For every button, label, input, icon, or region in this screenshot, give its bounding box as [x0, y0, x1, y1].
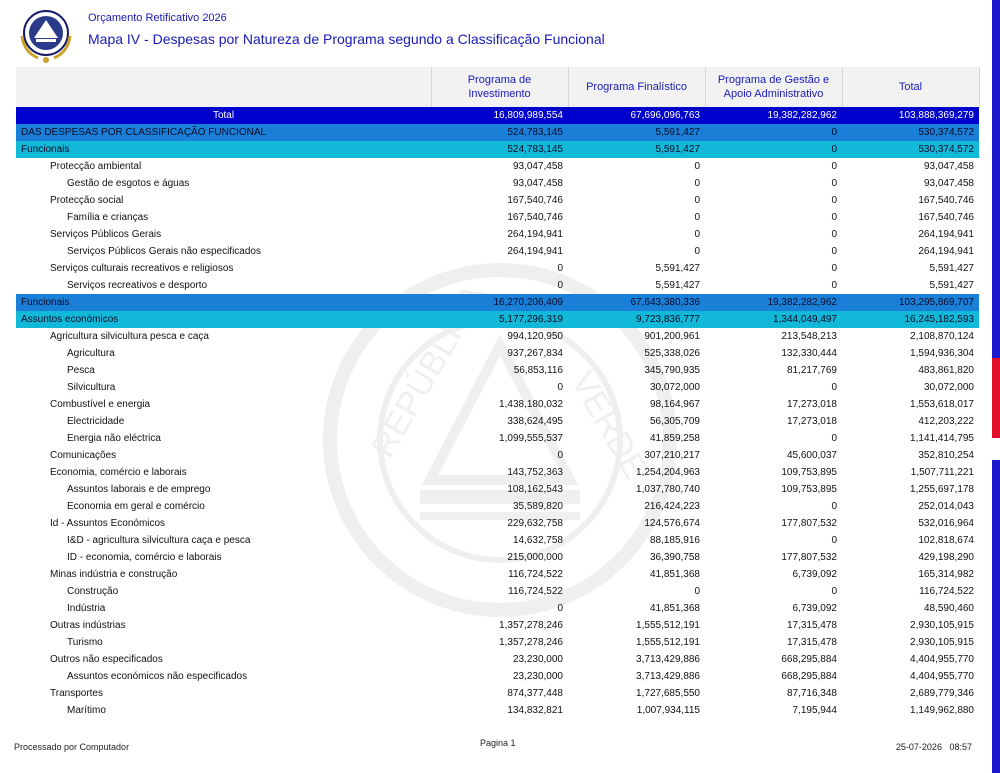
- row-value-col3: 213,548,213: [781, 331, 837, 342]
- row-value-col3: 6,739,092: [792, 603, 837, 614]
- row-value-col3: 17,315,478: [786, 637, 837, 648]
- table-row: [16, 549, 979, 566]
- row-value-col3: 87,716,348: [786, 688, 837, 699]
- row-value-col1: 994,120,950: [507, 331, 563, 342]
- row-value-col1: 229,632,758: [507, 518, 563, 529]
- row-value-col2: 1,037,780,740: [636, 484, 700, 495]
- row-value-col4: 30,072,000: [923, 382, 974, 393]
- row-value-col1: 0: [557, 263, 563, 274]
- row-value-col1: 167,540,746: [507, 212, 563, 223]
- row-value-col1: 14,632,758: [512, 535, 563, 546]
- row-value-col3: 1,344,049,497: [705, 311, 842, 328]
- row-value-col2: 0: [694, 161, 700, 172]
- row-label: Protecção ambiental: [50, 161, 142, 172]
- row-label: Assuntos económicos não especificados: [67, 671, 248, 682]
- row-value-col3: 0: [705, 124, 842, 141]
- row-value-col3: 17,273,018: [786, 416, 837, 427]
- row-value-col2: 0: [694, 229, 700, 240]
- row-value-col4: 167,540,746: [918, 195, 974, 206]
- row-label: Marítimo: [67, 705, 106, 716]
- row-value-col4: 93,047,458: [923, 161, 974, 172]
- row-value-col3: 6,739,092: [792, 569, 837, 580]
- row-label: Serviços recreativos e desporto: [67, 280, 208, 291]
- row-value-col4: 102,818,674: [918, 535, 974, 546]
- row-value-col1: 93,047,458: [512, 161, 563, 172]
- table-header-row: [16, 67, 979, 107]
- report-title: Mapa IV - Despesas por Natureza de Programa segundo a Classificação Funcional: [88, 31, 605, 47]
- row-value-col1: 35,589,820: [512, 501, 563, 512]
- row-value-col4: 2,930,105,915: [910, 637, 974, 648]
- footer-time: 08:57: [949, 742, 972, 752]
- row-value-col3: 0: [831, 246, 837, 257]
- table-row: [16, 685, 979, 702]
- row-value-col2: 5,591,427: [655, 280, 700, 291]
- row-label: DAS DESPESAS POR CLASSIFICAÇÃO FUNCIONAL: [16, 124, 431, 141]
- table-row: [16, 328, 979, 345]
- footer-timestamp: [896, 742, 972, 752]
- row-value-col2: 1,727,685,550: [636, 688, 700, 699]
- row-value-col1: 56,853,116: [513, 365, 563, 376]
- row-value-col4: 483,861,820: [918, 365, 974, 376]
- row-value-col3: 0: [831, 280, 837, 291]
- header-label-column: [16, 67, 431, 107]
- row-value-col4: 532,016,964: [918, 518, 974, 529]
- row-label: Serviços culturais recreativos e religiosos: [50, 263, 234, 274]
- row-value-col1: 0: [557, 280, 563, 291]
- row-value-col3: 0: [831, 161, 837, 172]
- table-row: [16, 124, 979, 141]
- row-value-col3: 0: [831, 229, 837, 240]
- row-label: Total: [16, 107, 431, 124]
- row-value-col4: 103,888,369,279: [842, 107, 979, 124]
- row-value-col4: 93,047,458: [923, 178, 974, 189]
- row-value-col3: 0: [831, 263, 837, 274]
- row-value-col4: 2,930,105,915: [910, 620, 974, 631]
- row-value-col4: 412,203,222: [918, 416, 974, 427]
- row-value-col4: 167,540,746: [918, 212, 974, 223]
- row-value-col1: 264,194,941: [507, 246, 563, 257]
- row-value-col1: 524,783,145: [431, 124, 568, 141]
- row-value-col2: 9,723,836,777: [568, 311, 705, 328]
- table-row: [16, 396, 979, 413]
- table-row: [16, 498, 979, 515]
- column-header-gestao: Programa de Gestão e Apoio Administrativo: [705, 67, 842, 107]
- row-value-col1: 167,540,746: [507, 195, 563, 206]
- row-label: Protecção social: [50, 195, 124, 206]
- row-value-col3: 81,217,769: [786, 365, 837, 376]
- row-value-col1: 16,809,989,554: [431, 107, 568, 124]
- row-value-col1: 1,357,278,246: [499, 620, 563, 631]
- row-value-col1: 0: [557, 382, 563, 393]
- row-label: Comunicações: [50, 450, 117, 461]
- row-label: Silvicultura: [67, 382, 116, 393]
- row-value-col2: 5,591,427: [568, 124, 705, 141]
- row-value-col4: 530,374,572: [842, 141, 979, 158]
- table-row: [16, 566, 979, 583]
- row-value-col2: 67,643,380,336: [568, 294, 705, 311]
- table-row: [16, 668, 979, 685]
- row-value-col2: 98,164,967: [649, 399, 700, 410]
- row-value-col2: 525,338,026: [644, 348, 700, 359]
- row-value-col4: 165,314,982: [918, 569, 974, 580]
- row-value-col4: 429,198,290: [918, 552, 974, 563]
- row-value-col3: 0: [705, 141, 842, 158]
- table-row: [16, 515, 979, 532]
- row-value-col4: 4,404,955,770: [910, 654, 974, 665]
- row-label: Turismo: [67, 637, 103, 648]
- row-label: Serviços Públicos Gerais não especificados: [67, 246, 261, 257]
- row-value-col4: 1,553,618,017: [910, 399, 974, 410]
- row-value-col1: 16,270,206,409: [431, 294, 568, 311]
- row-value-col4: 1,149,962,880: [910, 705, 974, 716]
- row-label: Energia não eléctrica: [67, 433, 161, 444]
- row-value-col4: 1,141,414,795: [910, 433, 974, 444]
- row-value-col4: 1,255,697,178: [910, 484, 974, 495]
- row-value-col3: 0: [831, 382, 837, 393]
- row-value-col1: 143,752,363: [507, 467, 563, 478]
- row-value-col2: 1,555,512,191: [636, 620, 700, 631]
- row-value-col3: 0: [831, 535, 837, 546]
- row-label: I&D - agricultura silvicultura caça e pesca: [67, 535, 251, 546]
- table-row: [16, 209, 979, 226]
- row-value-col1: 338,624,495: [507, 416, 563, 427]
- row-value-col3: 0: [831, 212, 837, 223]
- row-value-col3: 45,600,037: [786, 450, 837, 461]
- row-value-col1: 0: [557, 603, 563, 614]
- row-label: Indústria: [67, 603, 106, 614]
- row-label: Funcionais: [16, 294, 431, 311]
- row-value-col3: 17,273,018: [786, 399, 837, 410]
- table-row: [16, 345, 979, 362]
- row-value-col2: 0: [694, 212, 700, 223]
- row-value-col3: 0: [831, 195, 837, 206]
- row-value-col4: 530,374,572: [842, 124, 979, 141]
- row-value-col1: 0: [557, 450, 563, 461]
- row-value-col4: 5,591,427: [929, 263, 974, 274]
- row-value-col2: 5,591,427: [568, 141, 705, 158]
- row-label: Minas indústria e construção: [50, 569, 178, 580]
- row-value-col1: 93,047,458: [512, 178, 563, 189]
- row-label: Economia em geral e comércio: [67, 501, 205, 512]
- footer-page-number: Pagina 1: [480, 738, 516, 748]
- row-value-col4: 1,507,711,221: [910, 467, 974, 478]
- row-value-col3: 109,753,895: [781, 484, 837, 495]
- row-label: Agricultura: [67, 348, 115, 359]
- table-row: [16, 651, 979, 668]
- emblem-logo: [14, 6, 78, 66]
- table-row: [16, 430, 979, 447]
- row-value-col4: 103,295,869,707: [842, 294, 979, 311]
- row-label: Agricultura silvicultura pesca e caça: [50, 331, 209, 342]
- table-row: [16, 107, 979, 124]
- table-row: [16, 617, 979, 634]
- row-value-col2: 0: [694, 195, 700, 206]
- table-row: [16, 158, 979, 175]
- row-value-col3: 0: [831, 586, 837, 597]
- row-value-col2: 88,185,916: [649, 535, 700, 546]
- row-label: Id - Assuntos Económicos: [50, 518, 166, 529]
- row-value-col4: 1,594,936,304: [910, 348, 974, 359]
- row-value-col2: 30,072,000: [649, 382, 700, 393]
- row-value-col4: 48,590,460: [923, 603, 974, 614]
- row-value-col1: 116,724,522: [508, 586, 563, 597]
- row-value-col4: 252,014,043: [918, 501, 974, 512]
- row-value-col4: 2,689,779,346: [910, 688, 974, 699]
- table-row: [16, 464, 979, 481]
- row-value-col3: 19,382,282,962: [705, 294, 842, 311]
- row-value-col3: 7,195,944: [792, 705, 837, 716]
- edge-marker-red: [992, 358, 1000, 438]
- row-value-col2: 345,790,935: [644, 365, 700, 376]
- edge-marker-blue-bottom: [992, 460, 1000, 773]
- row-value-col1: 1,099,555,537: [499, 433, 563, 444]
- row-label: Assuntos económicos: [16, 311, 431, 328]
- row-value-col1: 1,357,278,246: [499, 637, 563, 648]
- footer-processed-label: Processado por Computador: [14, 742, 130, 752]
- row-label: Funcionais: [16, 141, 431, 158]
- row-value-col3: 0: [831, 501, 837, 512]
- row-value-col1: 23,230,000: [512, 671, 563, 682]
- row-value-col1: 5,177,296,319: [431, 311, 568, 328]
- table-row: [16, 583, 979, 600]
- column-header-finalistico: Programa Finalístico: [568, 67, 705, 107]
- row-value-col2: 56,305,709: [649, 416, 700, 427]
- row-label: ID - economia, comércio e laborais: [67, 552, 222, 563]
- row-value-col3: 668,295,884: [781, 654, 837, 665]
- table-row: [16, 294, 979, 311]
- row-value-col2: 41,851,368: [649, 603, 700, 614]
- expenditure-table: [16, 67, 980, 719]
- table-row: [16, 362, 979, 379]
- row-value-col2: 1,555,512,191: [636, 637, 700, 648]
- table-row: [16, 379, 979, 396]
- row-value-col1: 874,377,448: [507, 688, 563, 699]
- row-label: Serviços Públicos Gerais: [50, 229, 162, 240]
- row-value-col2: 901,200,961: [644, 331, 700, 342]
- table-row: [16, 175, 979, 192]
- table-row: [16, 600, 979, 617]
- row-label: Economia, comércio e laborais: [50, 467, 187, 478]
- row-value-col1: 116,724,522: [508, 569, 563, 580]
- row-value-col4: 264,194,941: [918, 246, 974, 257]
- row-value-col3: 17,315,478: [786, 620, 837, 631]
- row-value-col1: 524,783,145: [431, 141, 568, 158]
- row-value-col3: 109,753,895: [781, 467, 837, 478]
- edge-marker-blue-top: [992, 0, 1000, 358]
- row-value-col4: 2,108,870,124: [910, 331, 974, 342]
- table-row: [16, 481, 979, 498]
- table-row: [16, 192, 979, 209]
- row-value-col2: 36,390,758: [649, 552, 700, 563]
- row-value-col1: 1,438,180,032: [499, 399, 563, 410]
- row-value-col2: 0: [694, 586, 700, 597]
- row-value-col1: 937,267,834: [507, 348, 563, 359]
- watermark-text-left: REPÚBLICA: [364, 278, 494, 464]
- row-label: Assuntos laborais e de emprego: [67, 484, 211, 495]
- table-body: [16, 107, 979, 719]
- row-value-col2: 5,591,427: [655, 263, 700, 274]
- row-value-col3: 19,382,282,962: [705, 107, 842, 124]
- row-value-col2: 1,007,934,115: [636, 705, 700, 716]
- column-header-investimento: Programa de Investimento: [431, 67, 568, 107]
- column-header-total: Total: [842, 67, 979, 107]
- table-row: [16, 413, 979, 430]
- table-row: [16, 243, 979, 260]
- row-value-col3: 668,295,884: [781, 671, 837, 682]
- row-value-col4: 352,810,254: [918, 450, 974, 461]
- table-row: [16, 532, 979, 549]
- row-value-col2: 3,713,429,886: [636, 654, 700, 665]
- row-value-col2: 67,696,096,763: [568, 107, 705, 124]
- row-value-col2: 3,713,429,886: [636, 671, 700, 682]
- row-label: Combustível e energia: [50, 399, 151, 410]
- row-value-col4: 4,404,955,770: [910, 671, 974, 682]
- row-value-col4: 264,194,941: [918, 229, 974, 240]
- row-label: Transportes: [50, 688, 103, 699]
- row-value-col4: 116,724,522: [919, 586, 974, 597]
- row-value-col3: 177,807,532: [781, 552, 837, 563]
- row-label: Outros não especificados: [50, 654, 163, 665]
- row-label: Electricidade: [67, 416, 125, 427]
- row-label: Família e crianças: [67, 212, 149, 223]
- row-value-col3: 0: [831, 433, 837, 444]
- footer-date: 25-07-2026: [895, 742, 942, 752]
- row-value-col2: 0: [694, 178, 700, 189]
- row-value-col4: 16,245,182,593: [842, 311, 979, 328]
- row-label: Pesca: [67, 365, 95, 376]
- row-value-col1: 264,194,941: [507, 229, 563, 240]
- row-value-col1: 108,162,543: [507, 484, 563, 495]
- row-value-col2: 41,851,368: [649, 569, 700, 580]
- row-label: Gestão de esgotos e águas: [67, 178, 190, 189]
- row-value-col1: 134,832,821: [507, 705, 563, 716]
- table-row: [16, 141, 979, 158]
- row-value-col1: 23,230,000: [512, 654, 563, 665]
- row-value-col1: 215,000,000: [507, 552, 563, 563]
- row-value-col2: 124,576,674: [644, 518, 700, 529]
- table-row: [16, 277, 979, 294]
- row-label: Outras indústrias: [50, 620, 126, 631]
- row-value-col3: 132,330,444: [781, 348, 837, 359]
- table-row: [16, 226, 979, 243]
- table-row: [16, 447, 979, 464]
- row-value-col3: 0: [831, 178, 837, 189]
- row-value-col2: 41,859,258: [649, 433, 700, 444]
- row-value-col3: 177,807,532: [781, 518, 837, 529]
- row-value-col2: 307,210,217: [644, 450, 700, 461]
- table-row: [16, 311, 979, 328]
- report-subtitle: Orçamento Retificativo 2026: [88, 12, 227, 24]
- watermark-text-right: VERDE: [563, 365, 655, 486]
- row-value-col4: 5,591,427: [929, 280, 974, 291]
- row-value-col2: 216,424,223: [644, 501, 700, 512]
- row-value-col2: 1,254,204,963: [636, 467, 700, 478]
- table-row: [16, 702, 979, 719]
- table-row: [16, 634, 979, 651]
- table-row: [16, 260, 979, 277]
- row-label: Construção: [67, 586, 119, 597]
- row-value-col2: 0: [694, 246, 700, 257]
